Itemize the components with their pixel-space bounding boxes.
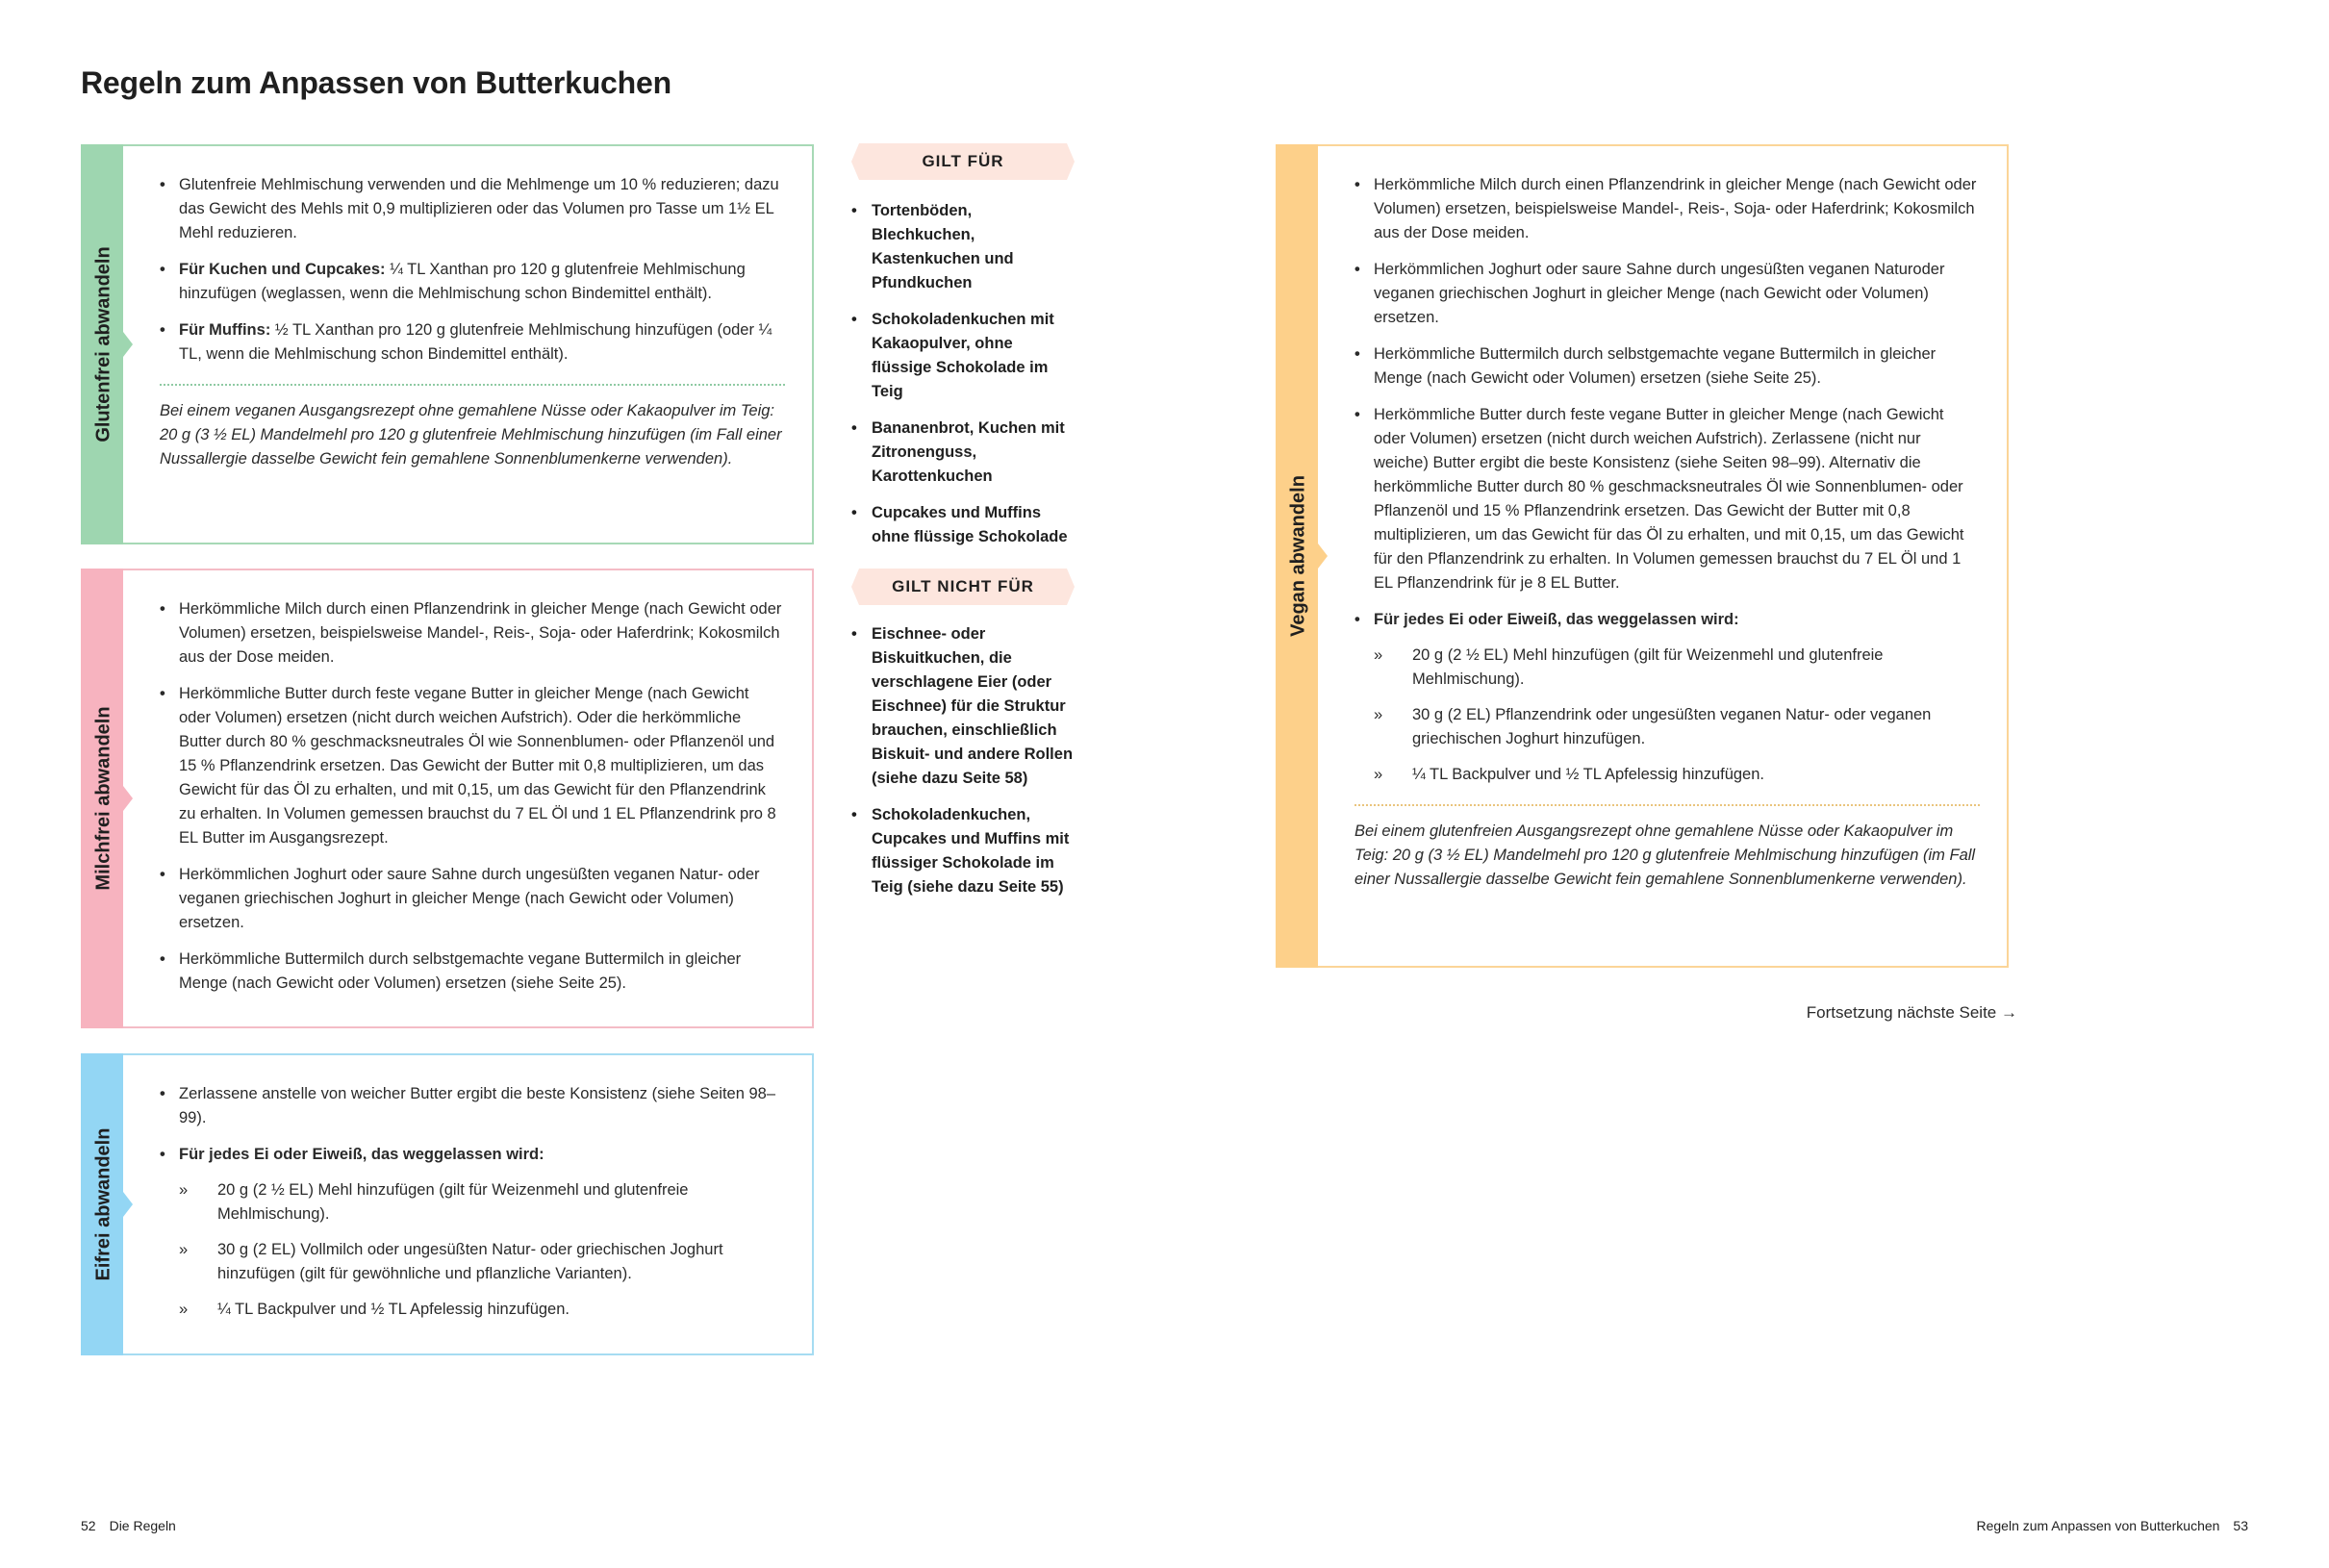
- vegan-label: Vegan abwandeln: [1287, 475, 1309, 637]
- dairyfree-card: [81, 569, 814, 1028]
- list-item: • Tortenböden, Blechkuchen, Kastenkuchen und Pfundkuchen: [851, 199, 1075, 295]
- note: Bei einem veganen Ausgangsrezept ohne gemahlene Nüsse oder Kakaopulver im Teig: 20 g (3 ½ EL) Mandelmehl pro 120 g glutenfreie Mehlmischung hinzufügen (im Fall einer Nussallergie dasselbe Gewicht fein gemahlene Sonnenblumenkerne verwenden).: [160, 402, 782, 468]
- divider: [160, 384, 785, 386]
- continue-link[interactable]: Fortsetzung nächste Seite →: [1806, 1003, 2017, 1022]
- list-item: • Für jedes Ei oder Eiweiß, das weggelassen wird: » 20 g (2 ½ EL) Mehl hinzufügen (gilt für Weizenmehl und glutenfreie Mehlmischung). » 30 g (2 EL) Pflanzendrink oder ungesüßten veganen Natur- oder veganen griechischen Joghurt hinzufügen. » ¼ TL Backpulver und ½ TL Apfelessig hinzufügen.: [1354, 608, 1980, 787]
- eggfree-content: [160, 1082, 785, 1334]
- not-applies-list: [851, 622, 1075, 912]
- glutenfree-content: [160, 173, 785, 471]
- list-item: • Herkömmliche Buttermilch durch selbstgemachte vegane Buttermilch in gleicher Menge (nach Gewicht oder Volumen) ersetzen (siehe Seite 25).: [1354, 342, 1980, 391]
- section-name: Die Regeln: [109, 1518, 176, 1533]
- sub-list-item: » 30 g (2 EL) Vollmilch oder ungesüßten Natur- oder griechischen Joghurt hinzufügen (gilt für gewöhnliche und pflanzliche Varianten).: [179, 1238, 785, 1286]
- not-applies-heading: GILT NICHT FÜR: [851, 569, 1075, 605]
- list-item: • Herkömmliche Butter durch feste vegane Butter in gleicher Menge (nach Gewicht oder Volumen) ersetzen (nicht durch weichen Aufstrich). Oder die herkömmliche Butter durch 80 % geschmacksneutrales Öl wie Sonnenblumen- oder Pflanzenöl und 15 % Pflanzendrink ersetzen. Das Gewicht der Butter mit 0,8 multiplizieren, um das Gewicht für das Öl zu erhalten, und mit 0,15, um das Gewicht für den Pflanzendrink zu erhalten. In Volumen gemessen brauchst du 7 EL Öl und 1 EL Pflanzendrink pro 8 EL Butter im Ausgangsrezept.: [160, 682, 785, 850]
- list-item: • Herkömmlichen Joghurt oder saure Sahne durch ungesüßten veganen Natur- oder veganen griechischen Joghurt in gleicher Menge (nach Gewicht oder Volumen) ersetzen.: [160, 863, 785, 935]
- glutenfree-label: Glutenfrei abwandeln: [92, 246, 114, 443]
- list-item: • Für Kuchen und Cupcakes: ¼ TL Xanthan pro 120 g glutenfreie Mehlmischung hinzufügen (weglassen, wenn die Mehlmischung schon Bindemittel enthält).: [160, 258, 785, 306]
- sub-list-item: » ¼ TL Backpulver und ½ TL Apfelessig hinzufügen.: [1374, 763, 1980, 787]
- sub-list-item: » 20 g (2 ½ EL) Mehl hinzufügen (gilt für Weizenmehl und glutenfreie Mehlmischung).: [1374, 644, 1980, 692]
- list-item: • Cupcakes und Muffins ohne flüssige Schokolade: [851, 501, 1075, 549]
- list-item: • Herkömmlichen Joghurt oder saure Sahne durch ungesüßten veganen Naturoder veganen griechischen Joghurt in gleicher Menge (nach Gewicht oder Volumen) ersetzen.: [1354, 258, 1980, 330]
- footer-left: [81, 1518, 176, 1533]
- eggfree-label: Eifrei abwandeln: [92, 1127, 114, 1281]
- page-title: Regeln zum Anpassen von Butterkuchen: [81, 65, 671, 100]
- note: Bei einem glutenfreien Ausgangsrezept ohne gemahlene Nüsse oder Kakaopulver im Teig: 20 g (3 ½ EL) Mandelmehl pro 120 g glutenfreie Mehlmischung hinzufügen (im Fall einer Nussallergie dasselbe Gewicht fein gemahlene Sonnenblumenkerne verwenden).: [1354, 822, 1976, 888]
- dairyfree-label: Milchfrei abwandeln: [92, 706, 114, 891]
- sub-list-item: » ¼ TL Backpulver und ½ TL Apfelessig hinzufügen.: [179, 1298, 785, 1322]
- tab-arrow-icon: [123, 332, 133, 357]
- list-item: • Herkömmliche Buttermilch durch selbstgemachte vegane Buttermilch in gleicher Menge (nach Gewicht oder Volumen) ersetzen (siehe Seite 25).: [160, 948, 785, 996]
- list-item: • Bananenbrot, Kuchen mit Zitronenguss, Karottenkuchen: [851, 417, 1075, 489]
- tab-arrow-icon: [1318, 544, 1328, 569]
- applies-to-heading: GILT FÜR: [851, 143, 1075, 180]
- tab-arrow-icon: [123, 786, 133, 811]
- dairyfree-content: [160, 597, 785, 1008]
- vegan-content: [1354, 173, 1980, 892]
- list-item: • Zerlassene anstelle von weicher Butter ergibt die beste Konsistenz (siehe Seiten 98–99).: [160, 1082, 785, 1130]
- list-item: • Schokoladenkuchen, Cupcakes und Muffins mit flüssiger Schokolade im Teig (siehe dazu Seite 55): [851, 803, 1075, 899]
- page-number: 52: [81, 1518, 96, 1533]
- eggfree-card: [81, 1053, 814, 1355]
- footer-right: [1976, 1518, 2248, 1533]
- sub-list-item: » 30 g (2 EL) Pflanzendrink oder ungesüßten veganen Natur- oder veganen griechischen Joghurt hinzufügen.: [1374, 703, 1980, 751]
- list-item: • Für Muffins: ½ TL Xanthan pro 120 g glutenfreie Mehlmischung hinzufügen (oder ¼ TL, wenn die Mehlmischung schon Bindemittel enthält).: [160, 318, 785, 367]
- list-item: • Eischnee- oder Biskuitkuchen, die verschlagene Eier (oder Eischnee) für die Struktur brauchen, einschließlich Biskuit- und andere Rollen (siehe dazu Seite 58): [851, 622, 1075, 791]
- list-item: • Glutenfreie Mehlmischung verwenden und die Mehlmenge um 10 % reduzieren; dazu das Gewicht des Mehls mit 0,9 multiplizieren oder das Volumen pro Tasse um 1½ EL Mehl reduzieren.: [160, 173, 785, 245]
- vegan-card: [1276, 144, 2009, 968]
- sub-list-item: » 20 g (2 ½ EL) Mehl hinzufügen (gilt für Weizenmehl und glutenfreie Mehlmischung).: [179, 1178, 785, 1227]
- list-item: • Schokoladenkuchen mit Kakaopulver, ohne flüssige Schokolade im Teig: [851, 308, 1075, 404]
- page-number: 53: [2233, 1518, 2248, 1533]
- list-item: • Für jedes Ei oder Eiweiß, das weggelassen wird: » 20 g (2 ½ EL) Mehl hinzufügen (gilt für Weizenmehl und glutenfreie Mehlmischung). » 30 g (2 EL) Vollmilch oder ungesüßten Natur- oder griechischen Joghurt hinzufügen (gilt für gewöhnliche und pflanzliche Varianten). » ¼ TL Backpulver und ½ TL Apfelessig hinzufügen.: [160, 1143, 785, 1322]
- list-item: • Herkömmliche Butter durch feste vegane Butter in gleicher Menge (nach Gewicht oder Volumen) ersetzen (nicht durch weichen Aufstrich). Zerlassene (nicht nur weiche) Butter ergibt die beste Konsistenz (siehe Seiten 98–99). Alternativ die herkömmliche Butter durch 80 % geschmacksneutrales Öl wie Sonnenblumen- oder Pflanzenöl und 15 % Pflanzendrink ersetzen. Das Gewicht der Butter mit 0,8 multiplizieren, um das Gewicht für das Öl zu erhalten, und mit 0,15, um das Gewicht für den Pflanzendrink zu erhalten. In Volumen gemessen brauchst du 7 EL Öl und 1 EL Pflanzendrink für je 8 EL Butter.: [1354, 403, 1980, 595]
- divider: [1354, 804, 1980, 806]
- list-item: • Herkömmliche Milch durch einen Pflanzendrink in gleicher Menge (nach Gewicht oder Volumen) ersetzen, beispielsweise Mandel-, Reis-, Soja- oder Haferdrink; Kokosmilch aus der Dose meiden.: [160, 597, 785, 670]
- section-name: Regeln zum Anpassen von Butterkuchen: [1976, 1518, 2220, 1533]
- list-item: • Herkömmliche Milch durch einen Pflanzendrink in gleicher Menge (nach Gewicht oder Volumen) ersetzen, beispielsweise Mandel-, Reis-, Soja- oder Haferdrink; Kokosmilch aus der Dose meiden.: [1354, 173, 1980, 245]
- tab-arrow-icon: [123, 1192, 133, 1217]
- applies-to-list: [851, 199, 1075, 562]
- glutenfree-card: [81, 144, 814, 544]
